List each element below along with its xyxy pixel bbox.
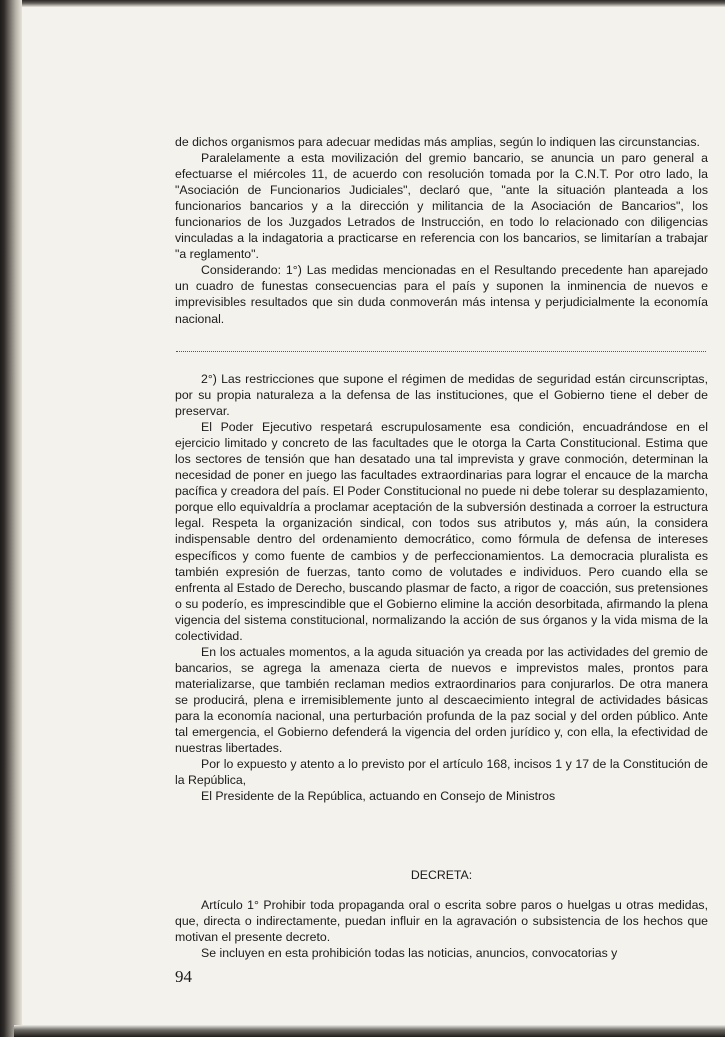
- paragraph: Por lo expuesto y atento a lo previsto por el artículo 168, incisos 1 y 17 de la Constitución de la República,: [175, 757, 708, 788]
- book-binding-shadow: [0, 0, 22, 1037]
- text-block-considerando: [175, 371, 708, 804]
- paragraph: El Presidente de la República, actuando en Consejo de Ministros: [201, 789, 556, 804]
- paragraph: El Poder Ejecutivo respetará escrupulosamente esa condición, encuadrándose en el ejercicio limitado y concreto de las facultades que le otorga la Carta Constitucional. Estima que los sectores de tensión que han desatado una tal imprevista y grave conmoción, determinan la necesidad de poner en juego las facultades extraordinarias para lograr el encauce de la marcha pacífica y creadora del país. El Poder Constitucional no puede ni debe tolerar su desplazamiento, porque ello equivaldría a proclamar aceptación de la subversión destinada a corroer la estructura legal. Respeta la organización sindical, con todos sus atributos y, más aún, la considera indispensable dentro del ordenamiento democrático, como fórmula de defensa de intereses específicos y como fuente de cambios y de perfeccionamientos. La democracia pluralista es también expresión de fuerzas, tanto como de volutades e individuos. Pero cuando ella se enfrenta al Estado de Derecho, buscando plasmar de facto, a rigor de coacción, sus pretensiones o su poderío, es imprescindible que el Gobierno elimine la acción desorbitada, afirmando la plena vigencia del sistema constitucional, normalizando la acción de sus órganos y la vida misma de la colectividad.: [175, 420, 708, 643]
- page-number: 94: [175, 967, 192, 986]
- page-top-edge: [14, 0, 725, 7]
- decreta-heading: DECRETA:: [410, 868, 473, 882]
- paragraph: Se incluyen en esta prohibición todas las noticias, anuncios, convocatorias y: [201, 946, 618, 961]
- dotted-separator: [176, 351, 706, 352]
- paragraph: En los actuales momentos, a la aguda situación ya creada por las actividades del gremio de bancarios, se agrega la amenaza cierta de nuevos e imprevistos males, prontos para materializarse, que también reclaman medios extraordinarios para conjurarlos. De otra manera se producirá, plena e irremisiblemente junto al descaecimiento integral de actividades básicas para la economía nacional, una perturbación profunda de la paz social y del orden público. Ante tal emergencia, el Gobierno defenderá la vigencia del orden jurídico y, con ella, la efectividad de nuestras libertades.: [175, 644, 708, 756]
- paragraph: Artículo 1° Prohibir toda propaganda oral o escrita sobre paros o huelgas u otras medidas, que, directa o indirectamente, puedan influir en la agravación o subsistencia de los hechos que motivan el presente decreto.: [175, 898, 708, 945]
- text-block-resultando: [175, 134, 708, 327]
- paragraph: 2°) Las restricciones que supone el régimen de medidas de seguridad están circunscriptas, por su propia naturaleza a la defensa de las instituciones, que el Gobierno tiene el deber de preservar.: [175, 372, 708, 419]
- page-bottom-edge: [14, 1025, 725, 1037]
- paragraph: de dichos organismos para adecuar medidas más amplias, según lo indiquen las circunstancias.: [175, 135, 700, 149]
- text-block-articulos: [175, 897, 708, 961]
- paragraph: Paralelamente a esta movilización del gremio bancario, se anuncia un paro general a efectuarse el miércoles 11, de acuerdo con resolución tomada por la C.N.T. Por otro lado, la "Asociación de Funcionarios Judiciales", declaró que, "ante la situación planteada a los funcionarios bancarios y a la dirección y militancia de la Asociación de Bancarios", los funcionarios de los Juzgados Letrados de Instrucción, en todo lo relacionado con diligencias vinculadas a la indagatoria a practicarse en referencia con los bancarios, se limitarían a trabajar "a reglamento".: [175, 151, 708, 262]
- paragraph: Considerando: 1°) Las medidas mencionadas en el Resultando precedente han aparejado un cuadro de funestas consecuencias para el país y suponen la inminencia de nuevos e imprevisibles resultados que sin duda conmoverán más intensa y perjudicialmente la economía nacional.: [175, 263, 708, 326]
